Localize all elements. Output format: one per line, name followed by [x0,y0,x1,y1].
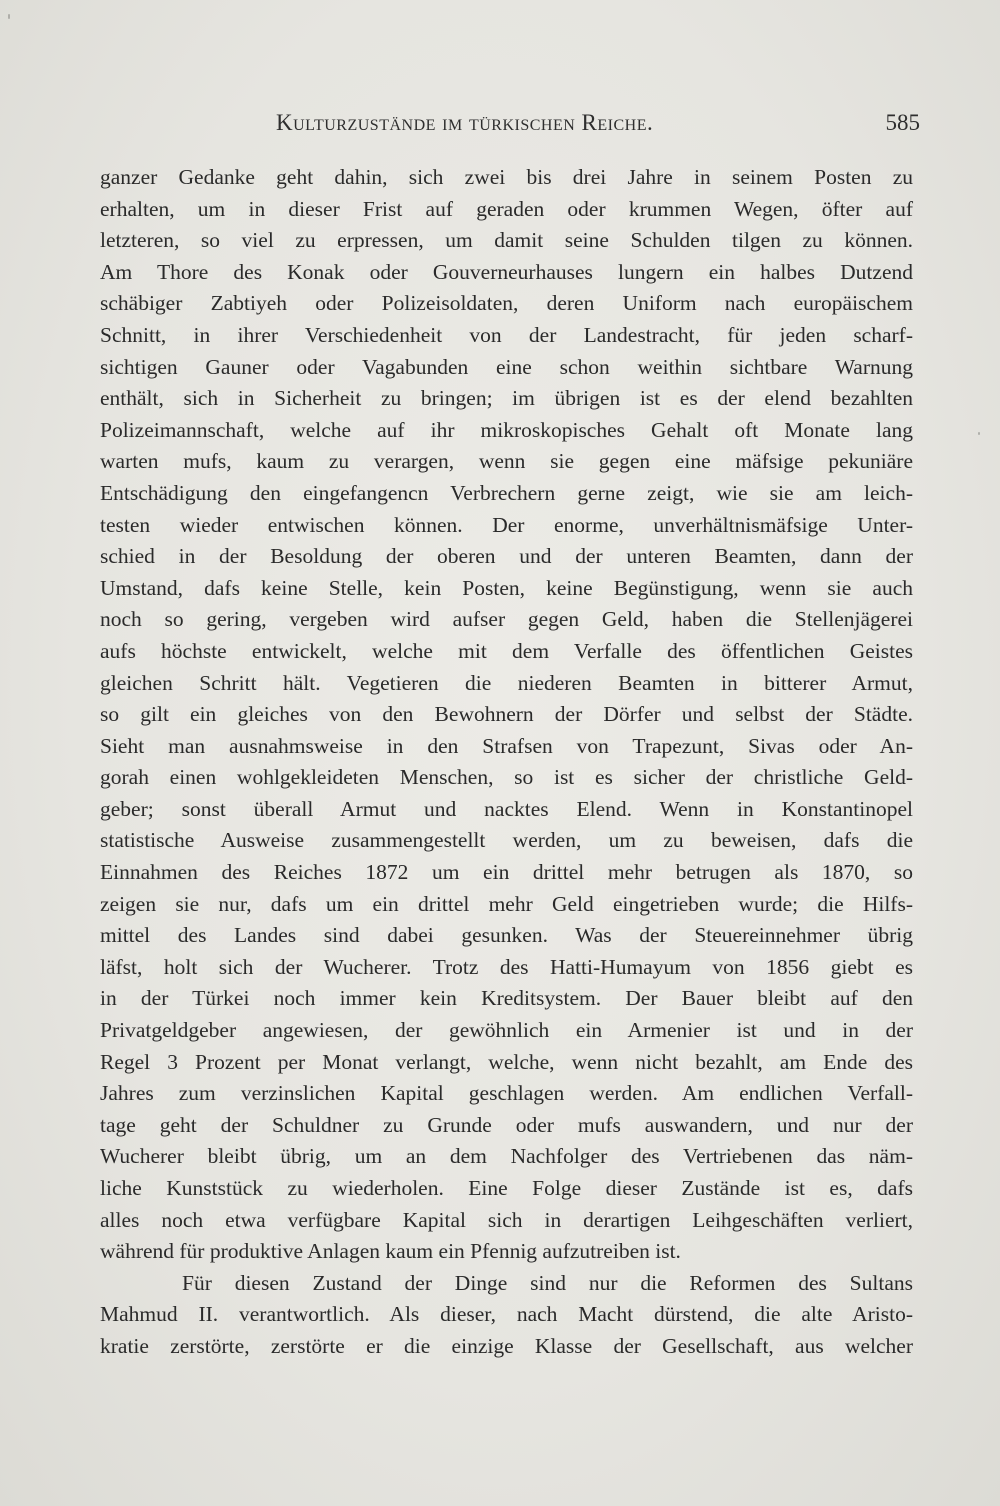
text-line: geber; sonst überall Armut und nacktes Elend. Wenn in Konstantinopel [100,796,913,821]
text-line: testen wieder entwischen können. Der enorme, unverhältnismäfsige Unter- [100,512,913,537]
text-line: alles noch etwa verfügbare Kapital sich in derartigen Leihgeschäften verliert, [100,1207,913,1232]
text-line: Entschädigung den eingefangencn Verbrechern gerne zeigt, wie sie am leich- [100,480,913,505]
text-line: während für produktive Anlagen kaum ein Pfennig aufzutreiben ist. [100,1239,681,1264]
running-head: Kulturzustände im türkischen Reiche. [276,110,654,135]
page-header [100,110,920,144]
text-line: Wucherer bleibt übrig, um an dem Nachfolger des Vertriebenen das näm- [100,1144,913,1169]
text-line: statistische Ausweise zusammengestellt werden, um zu beweisen, dafs die [100,828,913,853]
text-line: in der Türkei noch immer kein Kreditsystem. Der Bauer bleibt auf den [100,986,913,1011]
text-line: Schnitt, in ihrer Verschiedenheit von der Landestracht, für jeden scharf- [100,322,913,347]
text-line: warten mufs, kaum zu verargen, wenn sie gegen eine mäfsige pekuniäre [100,449,913,474]
text-line: erhalten, um in dieser Frist auf geraden oder krummen Wegen, öfter auf [100,196,913,221]
text-line: mittel des Landes sind dabei gesunken. Was der Steuereinnehmer übrig [100,923,913,948]
text-line: Jahres zum verzinslichen Kapital geschlagen werden. Am endlichen Verfall- [100,1081,913,1106]
text-line: Privatgeldgeber angewiesen, der gewöhnlich ein Armenier ist und in der [100,1018,913,1043]
paper-speck [8,14,10,19]
text-line: Am Thore des Konak oder Gouverneurhauses lungern ein halbes Dutzend [100,259,913,284]
text-line: liche Kunststück zu wiederholen. Eine Folge dieser Zustände ist es, dafs [100,1176,913,1200]
paragraph [100,162,913,1268]
text-line: Mahmud II. verantwortlich. Als dieser, nach Macht dürstend, die alte Aristo- [100,1302,913,1327]
text-line: gorah einen wohlgekleideten Menschen, so ist es sicher der christliche Geld- [100,765,913,790]
text-line: schäbiger Zabtiyeh oder Polizeisoldaten, deren Uniform nach europäischem [100,291,913,316]
text-line: Regel 3 Prozent per Monat verlangt, welche, wenn nicht bezahlt, am Ende des [100,1049,913,1074]
text-line: Einnahmen des Reiches 1872 um ein drittel mehr betrugen als 1870, so [100,860,913,885]
paper-speck [978,432,980,435]
text-line: Umstand, dafs keine Stelle, kein Posten, keine Begünstigung, wenn sie auch [100,575,913,600]
text-line: so gilt ein gleiches von den Bewohnern der Dörfer und selbst der Städte. [100,702,913,727]
text-line: gleichen Schritt hält. Vegetieren die niederen Beamten in bitterer Armut, [100,670,913,695]
text-line: letzteren, so viel zu erpressen, um damit seine Schulden tilgen zu können. [100,228,913,253]
body-text [100,162,913,1363]
text-line: aufs höchste entwickelt, welche mit dem Verfalle des öffentlichen Geistes [100,638,913,663]
text-line: kratie zerstörte, zerstörte er die einzige Klasse der Gesellschaft, aus welcher [100,1333,913,1358]
text-line: noch so gering, vergeben wird aufser gegen Geld, haben die Stellenjägerei [100,607,913,632]
text-line: zeigen sie nur, dafs um ein drittel mehr Geld eingetrieben wurde; die Hilfs- [100,891,913,916]
text-line: sichtigen Gauner oder Vagabunden eine schon weithin sichtbare Warnung [100,354,913,379]
text-line: Sieht man ausnahmsweise in den Strafsen von Trapezunt, Sivas oder An- [100,733,913,758]
text-line: Polizeimannschaft, welche auf ihr mikroskopisches Gehalt oft Monate lang [100,417,913,442]
page-number: 585 [885,110,920,135]
text-line: enthält, sich in Sicherheit zu bringen; im übrigen ist es der elend bezahlten [100,386,913,411]
text-line: Für diesen Zustand der Dinge sind nur die Reformen des Sultans [182,1270,913,1295]
text-line: schied in der Besoldung der oberen und der unteren Beamten, dann der [100,544,913,569]
text-line: läfst, holt sich der Wucherer. Trotz des Hatti-Humayum von 1856 giebt es [100,954,913,979]
text-line: tage geht der Schuldner zu Grunde oder mufs auswandern, und nur der [100,1112,913,1137]
paragraph [100,1268,913,1363]
text-line: ganzer Gedanke geht dahin, sich zwei bis drei Jahre in seinem Posten zu [100,165,913,189]
